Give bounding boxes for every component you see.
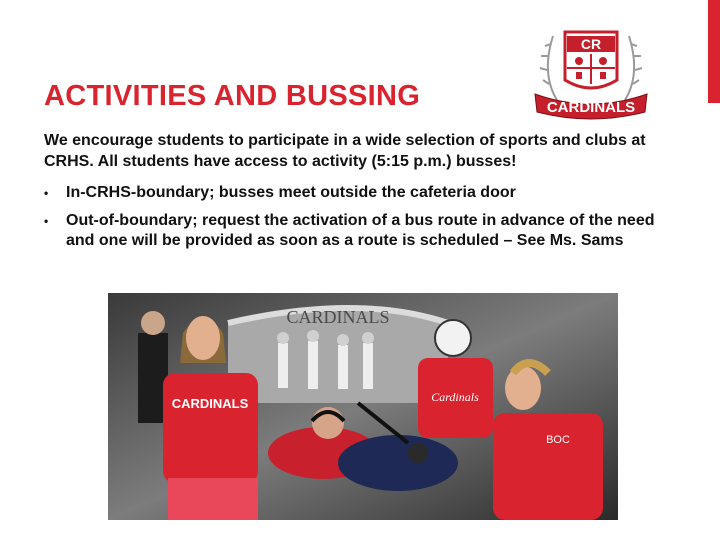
accent-bar (708, 0, 720, 103)
bullet-marker: • (44, 186, 49, 200)
bullet-text: Out-of-boundary; request the activation of a bus route in advance of the need and one will be provided as soon as a route is scheduled – See Ms. Sams (66, 212, 655, 249)
bullet-item-out-of-boundary (44, 211, 664, 251)
bullet-marker: • (44, 214, 49, 228)
bullet-text: In-CRHS-boundary; busses meet outside the cafeteria door (66, 184, 516, 201)
intro-paragraph: We encourage students to participate in a wide selection of sports and clubs at CRHS. All students have access to activity (5:15 p.m.) busses! (44, 132, 646, 170)
bullet-item-in-boundary (44, 183, 664, 203)
baseball-dugout-scene (228, 307, 448, 403)
runner-jersey-text: CARDINALS (171, 396, 249, 411)
dugout-sign: CARDINALS (286, 307, 390, 327)
cardinals-logo (529, 14, 653, 124)
shield-emblem-icon (575, 57, 583, 65)
bullet-list (44, 183, 664, 259)
shirt-text: BOC (546, 434, 570, 446)
discus-icon (408, 443, 428, 463)
logo-banner: CARDINALS (546, 99, 636, 116)
logo-monogram: CR (580, 36, 602, 52)
slide-title: ACTIVITIES AND BUSSING (44, 80, 421, 112)
hockey-jersey-text: Cardinals (431, 390, 479, 404)
sports-collage-image (108, 293, 618, 520)
